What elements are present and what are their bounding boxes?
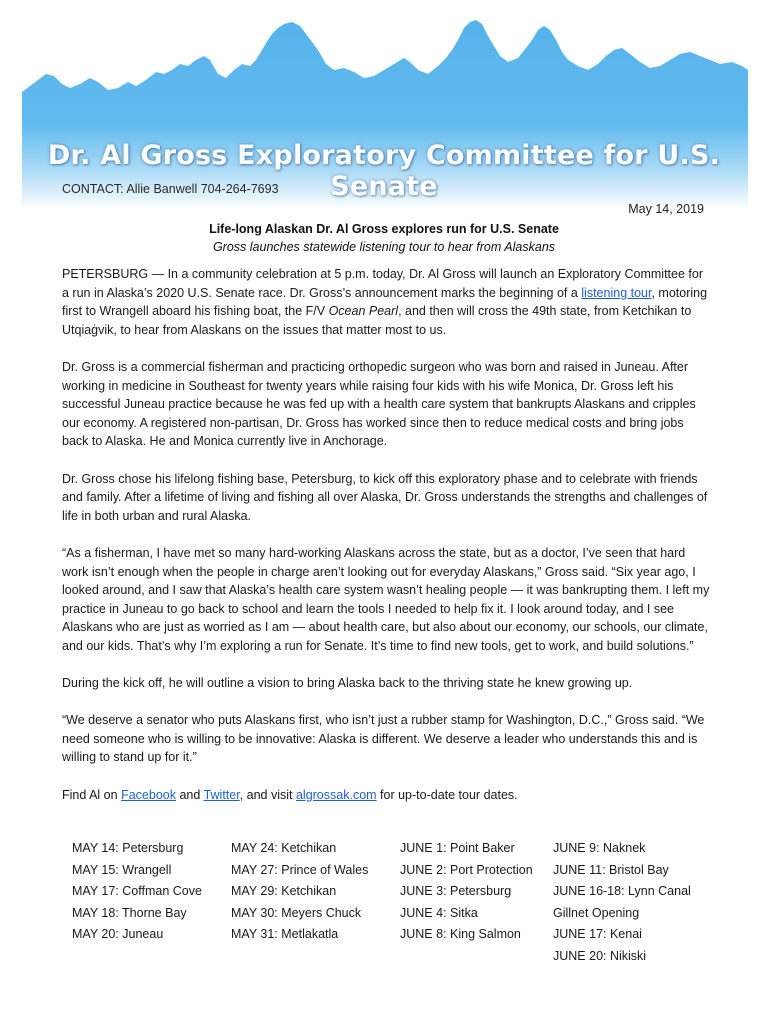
banner-title: Dr. Al Gross Exploratory Committee for U.S. Senate xyxy=(47,140,721,202)
paragraph-links: Find Al on Facebook and Twitter, and visit algrossak.com for up-to-date tour dates. xyxy=(62,787,518,802)
schedule-entry: MAY 24: Ketchikan xyxy=(231,841,337,855)
press-release-body xyxy=(62,265,710,823)
headline: Life-long Alaskan Dr. Al Gross explores run for U.S. Senate xyxy=(209,222,559,236)
schedule-entry: MAY 14: Petersburg xyxy=(72,841,184,855)
mountain-banner xyxy=(0,0,768,210)
paragraph-petersburg: Dr. Gross chose his lifelong fishing base, Petersburg, to kick off this exploratory phase and to celebrate with friends and family. After a lifetime of living and fishing all over Alaska, Dr. Gross understands the strengths and challenges of life in both urban and rural Alaska. xyxy=(62,471,708,523)
schedule-entry: JUNE 16-18: Lynn Canal xyxy=(553,884,691,898)
schedule-column-2 xyxy=(231,838,368,946)
schedule-entry: MAY 17: Coffman Cove xyxy=(72,884,202,898)
twitter-link[interactable]: Twitter xyxy=(203,787,240,802)
schedule-column-1 xyxy=(72,838,202,946)
schedule-entry: JUNE 3: Petersburg xyxy=(400,884,512,898)
boat-name: Ocean Pearl xyxy=(328,304,399,319)
paragraph-quote-2: “We deserve a senator who puts Alaskans first, who isn’t just a rubber stamp for Washington, D.C.,” Gross said. “We need someone who is willing to be innovative: Alaska is different. We deserve a leader who understands this and is willing to stand up for it.” xyxy=(62,713,705,765)
schedule-entry: JUNE 8: King Salmon xyxy=(400,927,521,941)
schedule-entry: JUNE 4: Sitka xyxy=(400,905,478,920)
schedule-column-4 xyxy=(553,838,691,967)
website-link[interactable]: algrossak.com xyxy=(295,787,377,802)
schedule-entry: MAY 20: Juneau xyxy=(72,927,164,941)
paragraph-announcement: PETERSBURG — In a community celebration at 5 p.m. today, Dr. Al Gross will launch an Exploratory Committee for a run in Alaska’s 2020 U.S. Senate race. Dr. Gross’s announcement marks the beginning of a listening tour, motoring first to Wrangell aboard his fishing boat, the F/V Ocean Pearl, and then will cross the 49th state, from Ketchikan to Utqiaġvik, to hear from Alaskans on the issues that matter most to us. xyxy=(62,267,708,337)
schedule-entry: MAY 15: Wrangell xyxy=(72,862,172,877)
paragraph-kickoff: During the kick off, he will outline a vision to bring Alaska back to the thriving state he knew growing up. xyxy=(62,676,633,691)
schedule-entry: JUNE 9: Naknek xyxy=(553,841,646,855)
listening-tour-link[interactable]: listening tour xyxy=(581,285,652,300)
contact-line: CONTACT: Allie Banwell 704-264-7693 xyxy=(62,182,279,196)
subheadline: Gross launches statewide listening tour to hear from Alaskans xyxy=(212,240,556,254)
schedule-entry: MAY 27: Prince of Wales xyxy=(231,862,369,877)
paragraph-background: Dr. Gross is a commercial fisherman and practicing orthopedic surgeon who was born and raised in Juneau. After working in medicine in Southeast for twenty years while raising four kids with his wife Monica, Dr. Gross left his successful Juneau practice because he was fed up with a health care system that bankrupts Alaskans and cripples our economy. A registered non-partisan, Dr. Gross has worked since then to reduce medical costs and bring jobs back to Alaska. He and Monica currently live in Anchorage. xyxy=(62,359,696,449)
facebook-link[interactable]: Facebook xyxy=(121,787,176,802)
schedule-entry: MAY 18: Thorne Bay xyxy=(72,905,187,920)
release-date: May 14, 2019 xyxy=(628,202,704,216)
schedule-entry: JUNE 1: Point Baker xyxy=(400,841,515,855)
schedule-entry: JUNE 20: Nikiski xyxy=(553,948,647,963)
schedule-entry: JUNE 17: Kenai xyxy=(553,927,642,941)
schedule-column-3 xyxy=(400,838,533,946)
schedule-entry: MAY 30: Meyers Chuck xyxy=(231,905,362,920)
schedule-entry: MAY 29: Ketchikan xyxy=(231,884,337,898)
schedule-entry: JUNE 2: Port Protection xyxy=(400,862,533,877)
schedule-entry: MAY 31: Metlakatla xyxy=(231,927,339,941)
schedule-entry: JUNE 11: Bristol Bay xyxy=(553,862,669,877)
schedule-entry: Gillnet Opening xyxy=(553,905,640,920)
paragraph-quote-1: “As a fisherman, I have met so many hard-working Alaskans across the state, but as a doctor, I’ve seen that hard work isn’t enough when the people in charge aren’t looking out for everyday Alaskans,” Gross said. “Six year ago, I looked around, and I saw that Alaska’s health care system wasn’t healing people — it was bankrupting them. I left my practice in Juneau to go back to school and learn the tools I needed to help fix it. I look around today, and I see Alaskans who are just as worried as I am — about health care, but also about our economy, our schools, our climate, and our kids. That’s why I’m exploring a run for Senate. It’s time to find new tools, get to work, and build solutions.” xyxy=(62,545,710,653)
